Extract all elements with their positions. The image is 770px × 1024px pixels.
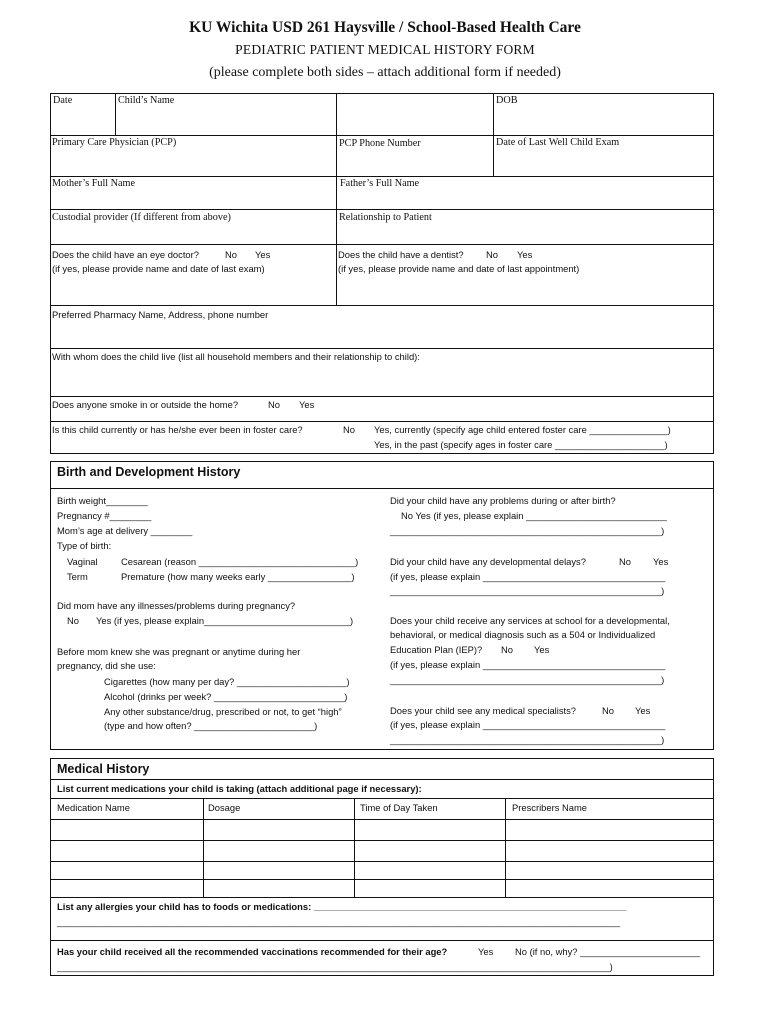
services-line[interactable]: ____________________________________________________)	[390, 674, 665, 685]
childs-name-field[interactable]: Child’s Name	[118, 95, 175, 106]
vaccinations-line[interactable]: __________________________________________________________________________________________________________)	[57, 961, 613, 972]
school-services-question-2: behavioral, or medical diagnosis such as a 504 or Individualized	[390, 629, 656, 640]
eye-doctor-note: (if yes, please provide name and date of last exam)	[52, 263, 265, 274]
relationship-field[interactable]: Relationship to Patient	[339, 212, 432, 223]
form-instruction: (please complete both sides – attach additional form if needed)	[209, 65, 561, 80]
specialists-explain[interactable]: (if yes, please explain ___________________________________	[390, 719, 666, 730]
birth-weight-field[interactable]: Birth weight________	[57, 495, 148, 506]
specialists-yes-option[interactable]: Yes	[635, 705, 651, 716]
other-substance-field: Any other substance/drug, prescribed or not, to get “high”	[104, 706, 342, 717]
form-title: KU Wichita USD 261 Haysville / School-Based Health Care	[189, 19, 581, 36]
delays-explain[interactable]: (if yes, please explain ___________________________________	[390, 571, 666, 582]
col-medication-name: Medication Name	[57, 802, 130, 813]
vaccinations-question: Has your child received all the recommended vaccinations recommended for their age?	[57, 946, 448, 957]
delays-no-option[interactable]: No	[619, 556, 631, 567]
date-field[interactable]: Date	[53, 95, 73, 106]
pcp-field[interactable]: Primary Care Physician (PCP)	[52, 137, 177, 148]
pregnancy-illness-question: Did mom have any illnesses/problems during pregnancy?	[57, 600, 296, 611]
other-substance-detail[interactable]: (type and how often? _______________________)	[104, 720, 318, 731]
school-services-question-3: Education Plan (IEP)?	[390, 644, 483, 655]
col-time-of-day: Time of Day Taken	[360, 802, 438, 813]
col-dosage: Dosage	[208, 802, 241, 813]
pharmacy-field[interactable]: Preferred Pharmacy Name, Address, phone number	[52, 309, 269, 320]
birth-section-title: Birth and Development History	[57, 465, 241, 479]
allergies-field[interactable]: List any allergies your child has to foods or medications: ____________________________________________________________	[57, 901, 627, 912]
school-services-question: Does your child receive any services at school for a developmental,	[390, 615, 670, 626]
delays-line[interactable]: ____________________________________________________)	[390, 585, 665, 596]
allergies-line[interactable]: ____________________________________________________________________________________________________________	[57, 916, 621, 927]
col-prescriber: Prescribers Name	[512, 802, 588, 813]
vaccinations-yes-option[interactable]: Yes	[478, 946, 494, 957]
pregnancy-number-field[interactable]: Pregnancy #________	[57, 510, 152, 521]
custodial-provider-field[interactable]: Custodial provider (If different from above)	[52, 212, 231, 223]
birth-problems-options[interactable]: No Yes (if yes, please explain ___________________________	[401, 510, 667, 521]
smoke-question: Does anyone smoke in or outside the home?	[52, 399, 239, 410]
specialists-line[interactable]: ____________________________________________________)	[390, 734, 665, 745]
household-field[interactable]: With whom does the child live (list all household members and their relationship to child):	[52, 351, 420, 362]
delays-question: Did your child have any developmental delays?	[390, 556, 586, 567]
alcohol-field[interactable]: Alcohol (drinks per week? _________________________)	[104, 691, 348, 702]
dentist-note: (if yes, please provide name and date of last appointment)	[338, 263, 580, 274]
birth-problems-question: Did your child have any problems during or after birth?	[390, 495, 616, 506]
vaccinations-no-option[interactable]: No (if no, why? _______________________	[515, 946, 701, 957]
foster-past-option[interactable]: Yes, in the past (specify ages in foster care _____________________)	[374, 439, 668, 450]
mom-age-field[interactable]: Mom’s age at delivery ________	[57, 525, 193, 536]
term-option[interactable]: Term	[67, 571, 88, 582]
foster-current-option[interactable]: Yes, currently (specify age child entered foster care _______________)	[374, 424, 671, 435]
medications-prompt: List current medications your child is taking (attach additional page if necessary):	[57, 783, 422, 794]
foster-no-option[interactable]: No	[343, 424, 355, 435]
cigarettes-field[interactable]: Cigarettes (how many per day? _____________________)	[104, 676, 350, 687]
substance-use-question: Before mom knew she was pregnant or anytime during her	[57, 646, 301, 657]
illness-yes-option[interactable]: Yes (if yes, please explain____________________________)	[96, 615, 354, 626]
cesarean-option[interactable]: Cesarean (reason ______________________________)	[121, 556, 359, 567]
specialists-question: Does your child see any medical specialists?	[390, 705, 577, 716]
illness-no-option[interactable]: No	[67, 615, 79, 626]
dentist-no-option[interactable]: No	[486, 249, 498, 260]
services-yes-option[interactable]: Yes	[534, 644, 550, 655]
birth-problems-line[interactable]: ____________________________________________________)	[390, 525, 665, 536]
eye-doctor-question: Does the child have an eye doctor?	[52, 249, 199, 260]
services-explain[interactable]: (if yes, please explain ___________________________________	[390, 659, 666, 670]
smoke-yes-option[interactable]: Yes	[299, 399, 315, 410]
specialists-no-option[interactable]: No	[602, 705, 614, 716]
dob-field[interactable]: DOB	[496, 95, 518, 106]
services-no-option[interactable]: No	[501, 644, 513, 655]
dentist-question: Does the child have a dentist?	[338, 249, 464, 260]
eye-doctor-no-option[interactable]: No	[225, 249, 237, 260]
substance-use-question-cont: pregnancy, did she use:	[57, 660, 156, 671]
father-name-field[interactable]: Father’s Full Name	[340, 178, 420, 189]
last-exam-field[interactable]: Date of Last Well Child Exam	[496, 137, 620, 148]
form-subtitle: PEDIATRIC PATIENT MEDICAL HISTORY FORM	[235, 42, 535, 57]
mother-name-field[interactable]: Mother’s Full Name	[52, 178, 136, 189]
foster-question: Is this child currently or has he/she ever been in foster care?	[52, 424, 303, 435]
pcp-phone-field[interactable]: PCP Phone Number	[339, 138, 421, 149]
premature-option[interactable]: Premature (how many weeks early ________________)	[121, 571, 355, 582]
birth-type-label: Type of birth:	[57, 540, 112, 551]
delays-yes-option[interactable]: Yes	[653, 556, 669, 567]
smoke-no-option[interactable]: No	[268, 399, 280, 410]
dentist-yes-option[interactable]: Yes	[517, 249, 533, 260]
eye-doctor-yes-option[interactable]: Yes	[255, 249, 271, 260]
medical-section-title: Medical History	[57, 762, 150, 776]
vaginal-option[interactable]: Vaginal	[67, 556, 98, 567]
